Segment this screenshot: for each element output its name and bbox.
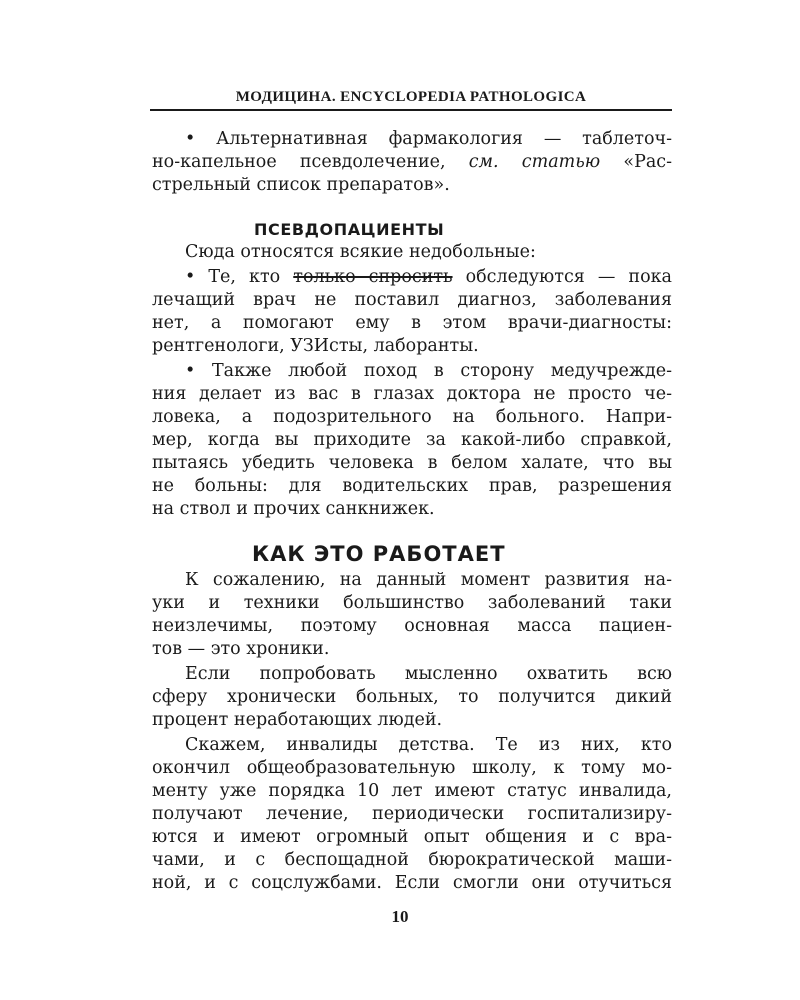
text-line: получают лечение, периодически госпитализиру-: [152, 804, 672, 824]
text-line: • Также любой поход в сторону медучрежде-: [185, 361, 672, 381]
text-line: нет, а помогают ему в этом врачи-диагносты:: [152, 313, 672, 333]
header-rule: [150, 109, 672, 111]
text-line: тов — это хроники.: [152, 639, 330, 659]
text-line: ются и имеют огромный опыт общения и с вра-: [152, 827, 672, 847]
text-line: ния делает из вас в глазах доктора не просто че-: [152, 384, 672, 404]
text-line: Скажем, инвалиды детства. Те из них, кто: [185, 735, 672, 755]
text-line: сферу хронически больных, то получится дикий: [152, 687, 672, 707]
text-line: лечащий врач не поставил диагноз, заболевания: [152, 290, 672, 310]
bullet-item-2: [152, 360, 672, 521]
text-line: пытаясь убедить человека в белом халате, что вы: [152, 453, 672, 473]
text-run: «Рас-: [623, 152, 672, 172]
text-line: [152, 266, 672, 289]
struck-text: только спросить: [293, 267, 453, 287]
text-line: рентгенологи, УЗИсты, лаборанты.: [152, 336, 479, 356]
text-line: ной, и с соцслужбами. Если смогли они отучиться: [152, 873, 672, 893]
cross-reference: см. статью: [468, 152, 601, 172]
body-paragraph-3: [152, 734, 672, 895]
text-line: К сожалению, на данный момент развития на-: [185, 570, 672, 590]
text-line: неизлечимы, поэтому основная масса пациен-: [152, 616, 672, 636]
text-line: окончил общеобразовательную школу, к тому мо-: [152, 758, 672, 778]
text-line: стрельный список препаратов».: [152, 175, 450, 195]
text-line: [152, 151, 672, 174]
text-line: Сюда относятся всякие недобольные:: [185, 242, 536, 262]
running-title: МОДИЦИНА. ENCYCLOPEDIA PATHOLOGICA: [235, 89, 587, 105]
text-line: менту уже порядка 10 лет имеют статус инвалида,: [152, 781, 672, 801]
text-line: Если попробовать мысленно охватить всю: [185, 664, 672, 684]
bullet-item-1: [152, 266, 672, 358]
text-line: чами, и с беспощадной бюрократической маши-: [152, 850, 672, 870]
text-line: на ствол и прочих санкнижек.: [152, 499, 435, 519]
body-paragraph-2: [152, 663, 672, 732]
text-column: [152, 128, 672, 897]
text-line: мер, когда вы приходите за какой-либо справкой,: [152, 430, 672, 450]
text-line: не больны: для водительских прав, разрешения: [152, 476, 672, 496]
text-line: процент неработающих людей.: [152, 710, 443, 730]
text-line: ловека, а подозрительного на больного. Напри-: [152, 407, 672, 427]
lead-paragraph: [152, 241, 672, 264]
text-run: обследуются — пока: [465, 267, 672, 287]
intro-paragraph: [152, 128, 672, 197]
body-paragraph-1: [152, 569, 672, 661]
page-number: 10: [391, 907, 409, 926]
section-heading: КАК ЭТО РАБОТАЕТ: [252, 542, 506, 566]
subsection-heading: ПСЕВДОПАЦИЕНТЫ: [254, 220, 445, 239]
text-run: • Те, кто: [185, 267, 281, 287]
text-line: уки и техники большинство заболеваний таки: [152, 593, 672, 613]
text-run: но-капельное псевдолечение,: [152, 152, 446, 172]
text-line: • Альтернативная фармакология — таблеточ-: [185, 129, 672, 149]
